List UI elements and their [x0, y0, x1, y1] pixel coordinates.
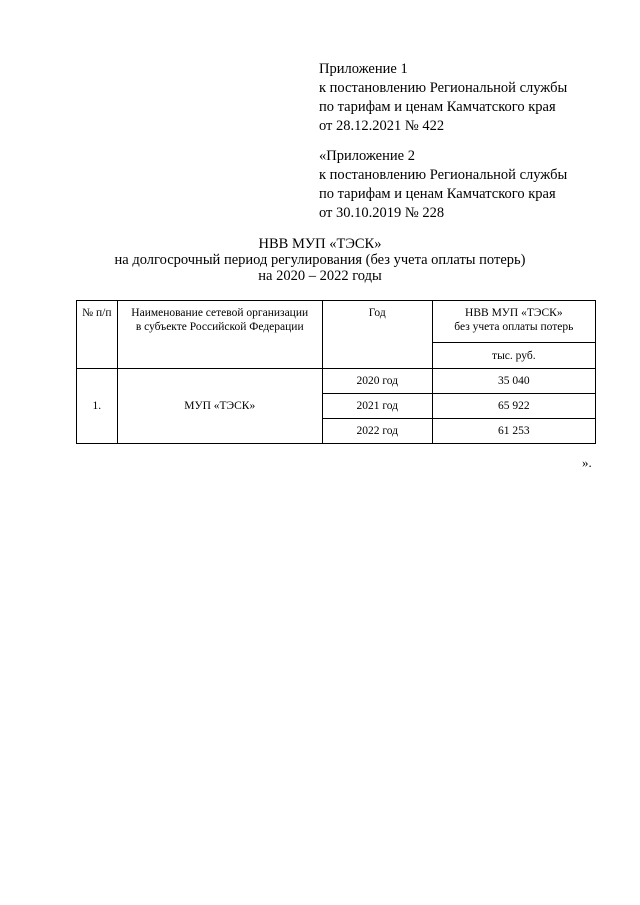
header-year [322, 301, 432, 369]
table-header-row [77, 301, 596, 343]
row-number-cell [77, 369, 118, 444]
header-unit-label: тыс. руб. [492, 349, 536, 362]
row-number: 1. [92, 400, 102, 412]
header-value-line-1: НВВ МУП «ТЭСК» [465, 307, 563, 319]
nvv-table [76, 300, 596, 444]
appendix-2-header [319, 147, 619, 223]
year-cell: 2022 год [322, 419, 432, 444]
appendix-1-line: по тарифам и ценам Камчатского края [319, 99, 556, 115]
header-org-line-2: в субъекте Российской Федерации [135, 321, 304, 333]
year-cell: 2020 год [322, 369, 432, 394]
appendix-2-line: «Приложение 2 [319, 148, 415, 164]
appendix-1-line: Приложение 1 [319, 61, 408, 77]
organization-cell [117, 369, 322, 444]
year-cell: 2021 год [322, 394, 432, 419]
closing-quote-mark: ». [582, 455, 592, 470]
appendix-2-line: по тарифам и ценам Камчатского края [319, 186, 556, 202]
appendix-1-line: от 28.12.2021 № 422 [319, 118, 445, 134]
value-cell: 61 253 [432, 419, 595, 444]
header-org-line-1: Наименование сетевой организации [131, 307, 309, 319]
appendix-2-line: от 30.10.2019 № 228 [319, 205, 445, 221]
organization-name: МУП «ТЭСК» [184, 400, 256, 412]
appendix-1-line: к постановлению Региональной службы [319, 80, 568, 96]
appendix-2-line: к постановлению Региональной службы [319, 167, 568, 183]
value-cell: 35 040 [432, 369, 595, 394]
header-organization [117, 301, 322, 369]
title-line-2: на долгосрочный период регулирования (без учета оплаты потерь) [114, 252, 526, 268]
appendix-1-header [319, 60, 619, 136]
value-cell: 65 922 [432, 394, 595, 419]
title-line-1: НВВ МУП «ТЭСК» [258, 236, 382, 252]
header-num [77, 301, 118, 369]
table-row [77, 369, 596, 394]
header-value [432, 301, 595, 343]
header-year-label: Год [368, 307, 386, 319]
document-title [0, 236, 640, 284]
header-num-label: № п/п [82, 307, 112, 319]
title-line-3: на 2020 – 2022 годы [258, 268, 382, 284]
header-value-line-2: без учета оплаты потерь [454, 321, 574, 333]
header-unit [432, 343, 595, 369]
